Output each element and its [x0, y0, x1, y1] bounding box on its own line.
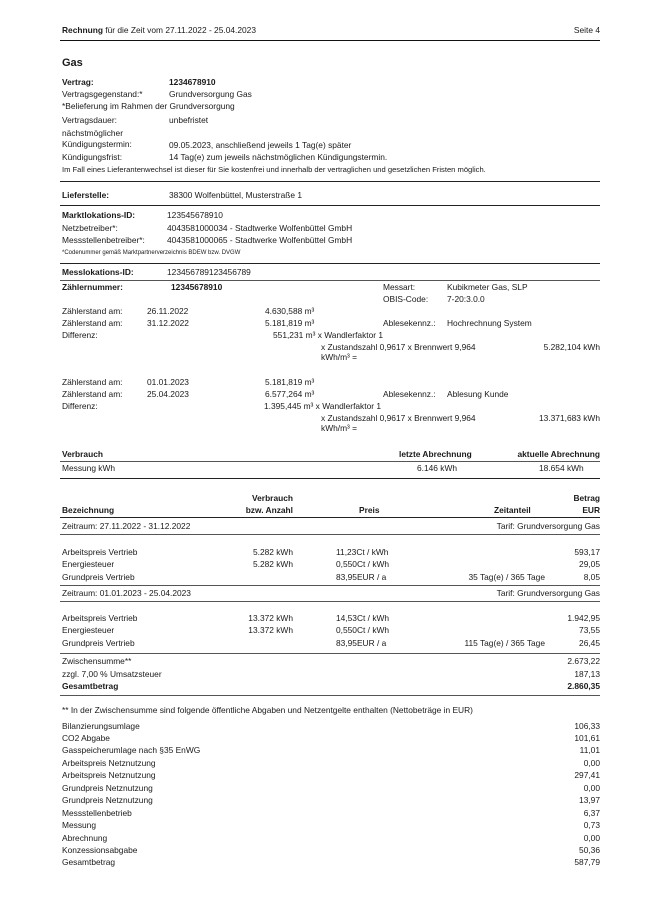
difference-label: Differenz:: [62, 330, 98, 340]
next-termination-label-2: Kündigungstermin:: [62, 139, 132, 149]
tariff-label: Tarif: Grundversorgung Gas: [496, 588, 600, 598]
contract-duration-value: unbefristet: [169, 115, 209, 125]
billing-row-designation: Energiesteuer: [62, 625, 115, 635]
billing-row-amount: 29,05: [579, 559, 600, 569]
billing-row-price: 83,95EUR / a: [336, 638, 387, 648]
billing-row-quantity: 5.282 kWh: [252, 547, 293, 557]
billing-row-price: 83,95EUR / a: [336, 572, 387, 582]
levy-label: Bilanzierungsumlage: [62, 721, 140, 731]
obis-code-label: OBIS-Code:: [383, 294, 429, 304]
difference-result: 5.282,104 kWh: [543, 342, 600, 352]
vat-label: zzgl. 7,00 % Umsatzsteuer: [62, 669, 162, 679]
billing-row-designation: Arbeitspreis Vertrieb: [62, 547, 138, 557]
metering-type-value: Kubikmeter Gas, SLP: [447, 282, 528, 292]
levy-value: 297,41: [574, 770, 600, 780]
section-title: Gas: [62, 57, 83, 69]
billing-row-designation: Grundpreis Vertrieb: [62, 572, 135, 582]
divider: [60, 461, 600, 462]
reading-start-value: 4.630,588 m³: [265, 306, 315, 316]
divider: [60, 478, 600, 479]
divider: [60, 601, 600, 602]
divider: [60, 280, 600, 281]
billing-row-time-share: 115 Tag(e) / 365 Tage: [464, 638, 545, 648]
billing-row-quantity: 13.372 kWh: [248, 613, 293, 623]
difference-label: Differenz:: [62, 401, 98, 411]
billing-row-designation: Grundpreis Vertrieb: [62, 638, 135, 648]
difference-result: 13.371,683 kWh: [539, 413, 600, 423]
col-consumption-header-2: bzw. Anzahl: [245, 505, 293, 515]
consumption-last-value: 6.146 kWh: [417, 463, 458, 473]
consumption-label: Verbrauch: [62, 449, 103, 459]
reading-type-value: Hochrechnung System: [447, 318, 532, 328]
delivery-point-label: Lieferstelle:: [62, 190, 110, 200]
divider: [60, 585, 600, 586]
header-divider: [60, 40, 600, 41]
levy-value: 0,00: [583, 833, 600, 843]
reading-end-value: 6.577,264 m³: [265, 389, 315, 399]
levy-value: 13,97: [579, 795, 600, 805]
reading-end-label: Zählerstand am:: [62, 318, 123, 328]
levy-label: Grundpreis Netznutzung: [62, 795, 153, 805]
billing-row-amount: 8,05: [583, 572, 600, 582]
next-termination-value: 09.05.2023, anschließend jeweils 1 Tag(e) später: [169, 140, 352, 150]
col-designation-header: Bezeichnung: [62, 505, 115, 515]
contract-footnote: *Belieferung im Rahmen der Grundversorgung: [62, 101, 235, 111]
levy-value: 6,37: [583, 808, 600, 818]
notice-period-label: Kündigungsfrist:: [62, 152, 123, 162]
levy-label: Konzessionsabgabe: [62, 845, 138, 855]
levies-intro: ** In der Zwischensumme sind folgende öffentliche Abgaben und Netzentgelte enthalten (Nettobeträge in EUR): [62, 705, 473, 715]
billing-row-amount: 1.942,95: [567, 613, 600, 623]
reading-type-value: Ablesung Kunde: [447, 389, 509, 399]
levy-label: CO2 Abgabe: [62, 733, 110, 743]
total-value: 2.860,35: [567, 681, 600, 691]
billing-row-amount: 593,17: [574, 547, 600, 557]
col-price-header: Preis: [359, 505, 380, 515]
levy-value: 0,00: [583, 783, 600, 793]
divider: [60, 517, 600, 518]
delivery-point-value: 38300 Wolfenbüttel, Musterstraße 1: [169, 190, 302, 200]
levy-value: 0,73: [583, 820, 600, 830]
reading-end-date: 31.12.2022: [147, 318, 189, 328]
billing-row-quantity: 13.372 kWh: [248, 625, 293, 635]
levy-value: 50,36: [579, 845, 600, 855]
meter-number-value: 12345678910: [171, 282, 223, 292]
col-consumption-header-1: Verbrauch: [252, 493, 293, 503]
reading-end-label: Zählerstand am:: [62, 389, 123, 399]
period-label: Zeitraum: 27.11.2022 - 31.12.2022: [62, 521, 191, 531]
divider: [60, 263, 600, 264]
subtotal-value: 2.673,22: [567, 656, 600, 666]
billing-row-amount: 73,55: [579, 625, 600, 635]
contract-subject-value: Grundversorgung Gas: [169, 89, 252, 99]
reading-start-label: Zählerstand am:: [62, 377, 123, 387]
difference-line-3: kWh/m³ =: [321, 423, 358, 433]
reading-end-value: 5.181,819 m³: [265, 318, 315, 328]
contract-label: Vertrag:: [62, 77, 94, 87]
difference-line-3: kWh/m³ =: [321, 352, 358, 362]
consumption-row-label: Messung kWh: [62, 463, 116, 473]
contract-duration-label: Vertragsdauer:: [62, 115, 117, 125]
levy-value: 11,01: [579, 745, 600, 755]
market-location-label: Marktlokations-ID:: [62, 210, 136, 220]
metering-location-id: 123456789123456789: [167, 267, 251, 277]
consumption-current-value: 18.654 kWh: [539, 463, 584, 473]
invoice-label: Rechnung: [62, 25, 103, 35]
reading-type-label: Ablesekennz.:: [383, 318, 436, 328]
billing-row-time-share: 35 Tag(e) / 365 Tage: [468, 572, 545, 582]
levy-value: 587,79: [574, 857, 600, 867]
metering-operator-value: 4043581000065 - Stadtwerke Wolfenbüttel GmbH: [167, 235, 353, 245]
reading-type-label: Ablesekennz.:: [383, 389, 436, 399]
divider: [60, 695, 600, 696]
meter-number-label: Zählernummer:: [62, 282, 123, 292]
col-amount-header-1: Betrag: [573, 493, 600, 503]
obis-code-value: 7-20:3.0.0: [447, 294, 485, 304]
billing-row-price: 11,23Ct / kWh: [336, 547, 389, 557]
levy-label: Gasspeicherumlage nach §35 EnWG: [62, 745, 201, 755]
supplier-change-notice: Im Fall eines Lieferantenwechsel ist dieser für Sie kostenfrei und innerhalb der vertraglichen und gesetzlichen Fristen möglich.: [62, 165, 486, 174]
levy-value: 106,33: [574, 721, 600, 731]
difference-line-1: 1.395,445 m³ x Wandlerfaktor 1: [264, 401, 381, 411]
levy-label: Messung: [62, 820, 96, 830]
metering-operator-label: Messstellenbetreiber*:: [62, 235, 145, 245]
billing-row-quantity: 5.282 kWh: [252, 559, 293, 569]
tariff-label: Tarif: Grundversorgung Gas: [496, 521, 600, 531]
notice-period-value: 14 Tag(e) zum jeweils nächstmöglichen Kündigungstermin.: [169, 152, 388, 162]
reading-start-value: 5.181,819 m³: [265, 377, 315, 387]
reading-end-date: 25.04.2023: [147, 389, 189, 399]
period-label: Zeitraum: 01.01.2023 - 25.04.2023: [62, 588, 191, 598]
billing-row-price: 0,550Ct / kWh: [336, 559, 390, 569]
consumption-last-header: letzte Abrechnung: [399, 449, 472, 459]
network-operator-value: 4043581000034 - Stadtwerke Wolfenbüttel GmbH: [167, 223, 353, 233]
operator-code-footnote: *Codenummer gemäß Marktpartnerverzeichnis BDEW bzw. DVGW: [62, 250, 241, 256]
difference-line-2: x Zustandszahl 0,9617 x Brennwert 9,964: [321, 413, 476, 423]
levy-label: Messstellenbetrieb: [62, 808, 132, 818]
reading-start-date: 26.11.2022: [147, 306, 189, 316]
metering-location-label: Messlokations-ID:: [62, 267, 134, 277]
billing-row-amount: 26,45: [579, 638, 600, 648]
billing-row-designation: Energiesteuer: [62, 559, 115, 569]
divider: [60, 534, 600, 535]
reading-start-date: 01.01.2023: [147, 377, 189, 387]
difference-line-1: 551,231 m³ x Wandlerfaktor 1: [273, 330, 384, 340]
levy-label: Grundpreis Netznutzung: [62, 783, 153, 793]
levy-value: 101,61: [574, 733, 600, 743]
vat-value: 187,13: [574, 669, 600, 679]
total-label: Gesamtbetrag: [62, 681, 119, 691]
levy-label: Gesamtbetrag: [62, 857, 116, 867]
page-number: Seite 4: [573, 25, 600, 35]
subtotal-label: Zwischensumme**: [62, 656, 132, 666]
next-termination-label-1: nächstmöglicher: [62, 128, 123, 138]
consumption-current-header: aktuelle Abrechnung: [517, 449, 600, 459]
contract-number: 1234678910: [169, 77, 216, 87]
contract-subject-label: Vertragsgegenstand:*: [62, 89, 143, 99]
network-operator-label: Netzbetreiber*:: [62, 223, 118, 233]
divider: [60, 653, 600, 654]
col-amount-header-2: EUR: [582, 505, 600, 515]
invoice-period: für die Zeit vom 27.11.2022 - 25.04.2023: [102, 25, 256, 35]
invoice-header-title: [62, 26, 256, 36]
levy-value: 0,00: [583, 758, 600, 768]
levy-label: Abrechnung: [62, 833, 108, 843]
reading-start-label: Zählerstand am:: [62, 306, 123, 316]
col-time-share-header: Zeitanteil: [494, 505, 531, 515]
metering-type-label: Messart:: [383, 282, 416, 292]
divider: [60, 181, 600, 182]
billing-row-designation: Arbeitspreis Vertrieb: [62, 613, 138, 623]
levy-label: Arbeitspreis Netznutzung: [62, 770, 156, 780]
divider: [60, 205, 600, 206]
billing-row-price: 14,53Ct / kWh: [336, 613, 390, 623]
billing-row-price: 0,550Ct / kWh: [336, 625, 390, 635]
difference-line-2: x Zustandszahl 0,9617 x Brennwert 9,964: [321, 342, 476, 352]
levy-label: Arbeitspreis Netznutzung: [62, 758, 156, 768]
market-location-id: 123545678910: [167, 210, 223, 220]
